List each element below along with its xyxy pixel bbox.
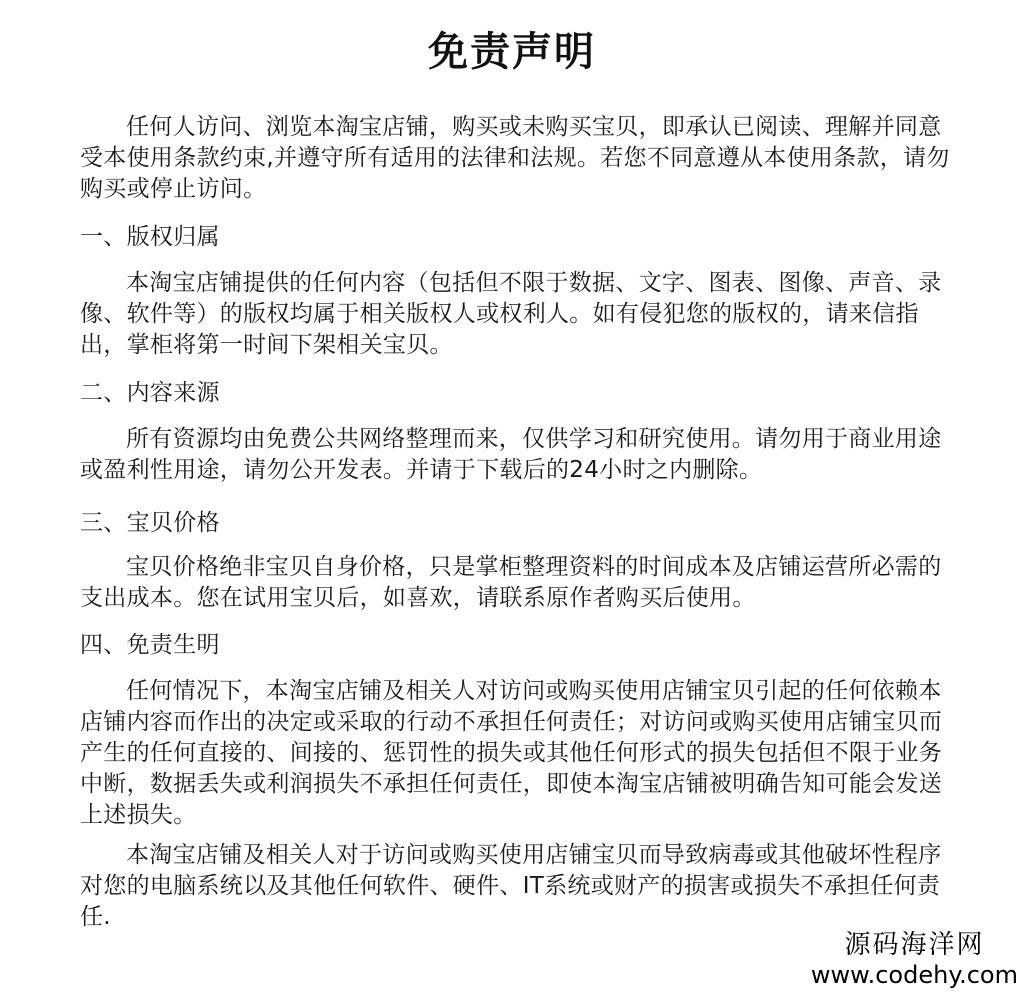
- section-heading-copyright: 一、版权归属: [80, 224, 220, 250]
- section-body-disclaimer-2: 本淘宝店铺及相关人对于访问或购买使用店铺宝贝而导致病毒或其他破坏性程序对您的电脑系统以及其他任何软件、硬件、IT系统或财产的损害或损失不承担任何责任.: [80, 842, 942, 930]
- section-heading-disclaimer: 四、免责生明: [80, 632, 220, 658]
- intro-paragraph: 任何人访问、浏览本淘宝店铺，购买或未购买宝贝，即承认已阅读、理解并同意受本使用条款约束,并遵守所有适用的法律和法规。若您不同意遵从本使用条款，请勿购买或停止访问。: [80, 114, 950, 202]
- section-body-disclaimer: 任何情况下，本淘宝店铺及相关人对访问或购买使用店铺宝贝引起的任何依赖本店铺内容而作出的决定或采取的行动不承担任何责任；对访问或购买使用店铺宝贝而产生的任何直接的、间接的、惩罚性的损失或其他任何形式的损失包括但不限于业务中断，数据丢失或利润损失不承担任何责任，即使本淘宝店铺被明确告知可能会发送上述损失。: [80, 678, 943, 828]
- watermark: [811, 930, 1018, 990]
- section-body-copyright: 本淘宝店铺提供的任何内容（包括但不限于数据、文字、图表、图像、声音、录像、软件等）的版权均属于相关版权人或权利人。如有侵犯您的版权的，请来信指出，掌柜将第一时间下架相关宝贝。: [80, 270, 942, 358]
- watermark-name: 源码海洋网: [844, 930, 985, 960]
- section-heading-price: 三、宝贝价格: [80, 510, 220, 536]
- section-body-price: 宝贝价格绝非宝贝自身价格，只是掌柜整理资料的时间成本及店铺运营所必需的支出成本。您在试用宝贝后，如喜欢，请联系原作者购买后使用。: [80, 554, 942, 611]
- section-heading-source: 二、内容来源: [80, 380, 220, 406]
- section-body-source: 所有资源均由免费公共网络整理而来，仅供学习和研究使用。请勿用于商业用途或盈利性用途，请勿公开发表。并请于下载后的24小时之内删除。: [80, 426, 942, 483]
- page-title: 免责声明: [428, 29, 596, 75]
- watermark-url: www.codehy.com: [810, 961, 1018, 989]
